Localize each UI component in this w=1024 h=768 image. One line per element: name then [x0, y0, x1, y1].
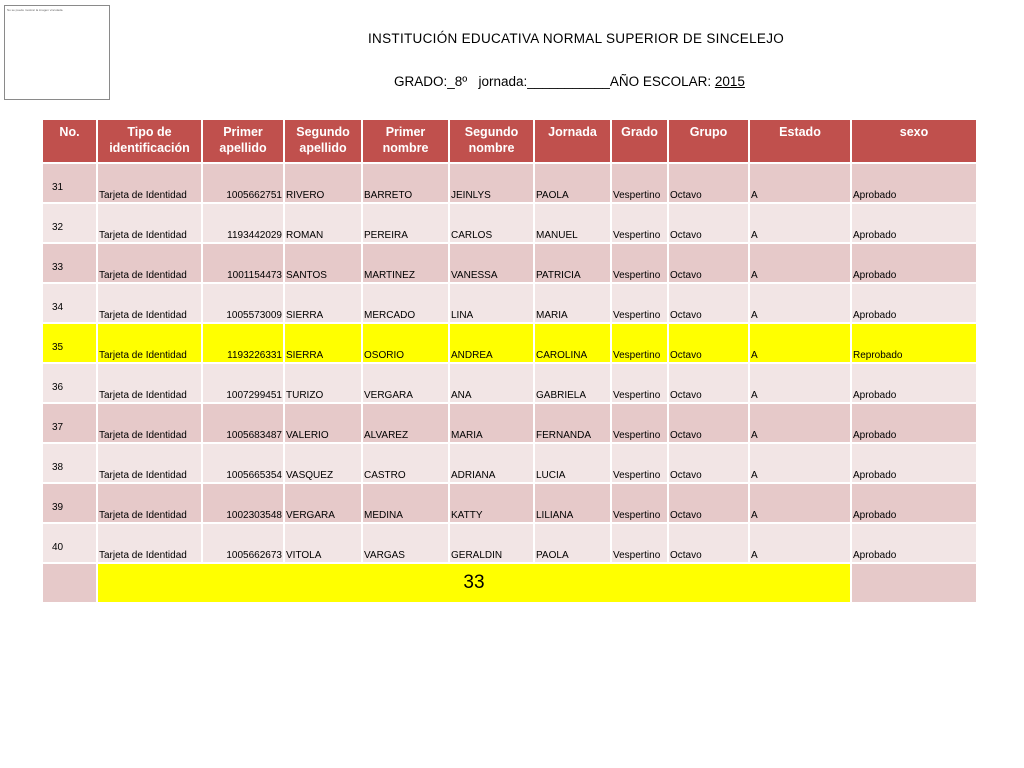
- column-header: Segundo nombre: [450, 120, 533, 162]
- cell-jornada: Vespertino: [612, 484, 667, 522]
- cell-id-type: Tarjeta de Identidad: [98, 204, 201, 242]
- cell-grupo: A: [750, 364, 850, 402]
- row-number: 34: [43, 284, 96, 322]
- page-title: INSTITUCIÓN EDUCATIVA NORMAL SUPERIOR DE SINCELEJO: [368, 31, 785, 46]
- cell-grado: Octavo: [669, 524, 748, 562]
- year-value: 2015: [714, 74, 745, 89]
- cell-primer-apellido: VALERIO: [285, 404, 361, 442]
- cell-grupo: A: [750, 244, 850, 282]
- column-header: Grupo: [669, 120, 748, 162]
- cell-estado: Aprobado: [852, 484, 976, 522]
- cell-primer-nombre: VANESSA: [450, 244, 533, 282]
- cell-segundo-nombre: LUCIA: [535, 444, 610, 482]
- cell-jornada: Vespertino: [612, 284, 667, 322]
- cell-segundo-apellido: MERCADO: [363, 284, 448, 322]
- total-empty-cell: [43, 564, 96, 602]
- cell-jornada: Vespertino: [612, 444, 667, 482]
- cell-estado: Aprobado: [852, 244, 976, 282]
- cell-grado: Octavo: [669, 484, 748, 522]
- row-number: 36: [43, 364, 96, 402]
- cell-primer-nombre: LINA: [450, 284, 533, 322]
- cell-grado: Octavo: [669, 244, 748, 282]
- cell-primer-apellido: TURIZO: [285, 364, 361, 402]
- column-header: sexo: [852, 120, 976, 162]
- cell-jornada: Vespertino: [612, 324, 667, 362]
- subtitle: [394, 74, 745, 89]
- cell-id-type: Tarjeta de Identidad: [98, 444, 201, 482]
- cell-grupo: A: [750, 444, 850, 482]
- cell-grupo: A: [750, 204, 850, 242]
- column-header: Primer apellido: [203, 120, 283, 162]
- cell-segundo-nombre: LILIANA: [535, 484, 610, 522]
- grado-label: GRADO:_8º: [394, 74, 468, 89]
- cell-primer-apellido: SANTOS: [285, 244, 361, 282]
- cell-primer-nombre: KATTY: [450, 484, 533, 522]
- column-header: Tipo de identificación: [98, 120, 201, 162]
- cell-jornada: Vespertino: [612, 164, 667, 202]
- cell-estado: Reprobado: [852, 324, 976, 362]
- cell-grupo: A: [750, 404, 850, 442]
- cell-grado: Octavo: [669, 204, 748, 242]
- cell-grado: Octavo: [669, 324, 748, 362]
- cell-segundo-apellido: PEREIRA: [363, 204, 448, 242]
- cell-grupo: A: [750, 284, 850, 322]
- table-row: [43, 524, 976, 562]
- cell-id-number: 1007299451: [203, 364, 283, 402]
- table-row: [43, 404, 976, 442]
- cell-estado: Aprobado: [852, 164, 976, 202]
- cell-grado: Octavo: [669, 404, 748, 442]
- cell-segundo-nombre: FERNANDA: [535, 404, 610, 442]
- table-row: [43, 484, 976, 522]
- cell-id-number: 1001154473: [203, 244, 283, 282]
- cell-id-number: 1002303548: [203, 484, 283, 522]
- table-header-row: [43, 120, 976, 162]
- cell-estado: Aprobado: [852, 404, 976, 442]
- cell-primer-apellido: VASQUEZ: [285, 444, 361, 482]
- cell-segundo-apellido: MARTINEZ: [363, 244, 448, 282]
- cell-id-type: Tarjeta de Identidad: [98, 524, 201, 562]
- column-header: Estado: [750, 120, 850, 162]
- cell-segundo-nombre: MANUEL: [535, 204, 610, 242]
- cell-grado: Octavo: [669, 444, 748, 482]
- cell-segundo-apellido: VARGAS: [363, 524, 448, 562]
- cell-grupo: A: [750, 484, 850, 522]
- cell-grado: Octavo: [669, 164, 748, 202]
- jornada-label: jornada:___________AÑO ESCOLAR:: [478, 74, 715, 89]
- cell-segundo-apellido: BARRETO: [363, 164, 448, 202]
- cell-primer-nombre: JEINLYS: [450, 164, 533, 202]
- cell-segundo-apellido: CASTRO: [363, 444, 448, 482]
- cell-primer-nombre: CARLOS: [450, 204, 533, 242]
- cell-segundo-apellido: OSORIO: [363, 324, 448, 362]
- cell-id-type: Tarjeta de Identidad: [98, 364, 201, 402]
- cell-segundo-nombre: MARIA: [535, 284, 610, 322]
- table-row: [43, 164, 976, 202]
- cell-segundo-apellido: VERGARA: [363, 364, 448, 402]
- total-empty-cell: [852, 564, 976, 602]
- table-row: [43, 324, 976, 362]
- column-header: Segundo apellido: [285, 120, 361, 162]
- cell-grupo: A: [750, 164, 850, 202]
- cell-id-type: Tarjeta de Identidad: [98, 244, 201, 282]
- cell-primer-apellido: VITOLA: [285, 524, 361, 562]
- cell-id-number: 1193226331: [203, 324, 283, 362]
- cell-id-type: Tarjeta de Identidad: [98, 484, 201, 522]
- cell-id-type: Tarjeta de Identidad: [98, 164, 201, 202]
- cell-jornada: Vespertino: [612, 244, 667, 282]
- cell-segundo-nombre: CAROLINA: [535, 324, 610, 362]
- row-number: 33: [43, 244, 96, 282]
- cell-grado: Octavo: [669, 284, 748, 322]
- total-row: [43, 564, 976, 602]
- cell-id-number: 1005573009: [203, 284, 283, 322]
- column-header: Grado: [612, 120, 667, 162]
- cell-grupo: A: [750, 324, 850, 362]
- column-header: Primer nombre: [363, 120, 448, 162]
- table-row: [43, 244, 976, 282]
- table-row: [43, 284, 976, 322]
- cell-grado: Octavo: [669, 364, 748, 402]
- cell-jornada: Vespertino: [612, 404, 667, 442]
- logo-image-placeholder: [4, 5, 110, 100]
- broken-image-text: No se puede mostrar la imagen vinculada.: [7, 8, 64, 12]
- row-number: 38: [43, 444, 96, 482]
- cell-estado: Aprobado: [852, 284, 976, 322]
- cell-primer-apellido: VERGARA: [285, 484, 361, 522]
- column-header: No.: [43, 120, 96, 162]
- cell-jornada: Vespertino: [612, 524, 667, 562]
- row-number: 32: [43, 204, 96, 242]
- cell-id-type: Tarjeta de Identidad: [98, 284, 201, 322]
- row-number: 31: [43, 164, 96, 202]
- cell-segundo-nombre: PAOLA: [535, 524, 610, 562]
- row-number: 39: [43, 484, 96, 522]
- cell-segundo-nombre: PATRICIA: [535, 244, 610, 282]
- table-row: [43, 204, 976, 242]
- cell-id-number: 1193442029: [203, 204, 283, 242]
- cell-id-number: 1005665354: [203, 444, 283, 482]
- cell-jornada: Vespertino: [612, 364, 667, 402]
- cell-primer-apellido: SIERRA: [285, 324, 361, 362]
- cell-id-number: 1005662673: [203, 524, 283, 562]
- cell-primer-apellido: ROMAN: [285, 204, 361, 242]
- cell-id-type: Tarjeta de Identidad: [98, 404, 201, 442]
- cell-segundo-apellido: MEDINA: [363, 484, 448, 522]
- cell-primer-nombre: MARIA: [450, 404, 533, 442]
- cell-estado: Aprobado: [852, 444, 976, 482]
- cell-primer-nombre: ADRIANA: [450, 444, 533, 482]
- cell-segundo-apellido: ALVAREZ: [363, 404, 448, 442]
- cell-jornada: Vespertino: [612, 204, 667, 242]
- students-table: [41, 118, 978, 604]
- cell-grupo: A: [750, 524, 850, 562]
- cell-id-type: Tarjeta de Identidad: [98, 324, 201, 362]
- table-row: [43, 364, 976, 402]
- cell-segundo-nombre: GABRIELA: [535, 364, 610, 402]
- cell-primer-nombre: ANDREA: [450, 324, 533, 362]
- cell-primer-nombre: ANA: [450, 364, 533, 402]
- cell-estado: Aprobado: [852, 364, 976, 402]
- cell-primer-nombre: GERALDIN: [450, 524, 533, 562]
- row-number: 35: [43, 324, 96, 362]
- cell-id-number: 1005683487: [203, 404, 283, 442]
- cell-primer-apellido: RIVERO: [285, 164, 361, 202]
- cell-id-number: 1005662751: [203, 164, 283, 202]
- cell-segundo-nombre: PAOLA: [535, 164, 610, 202]
- row-number: 40: [43, 524, 96, 562]
- cell-primer-apellido: SIERRA: [285, 284, 361, 322]
- table-row: [43, 444, 976, 482]
- cell-estado: Aprobado: [852, 204, 976, 242]
- total-count: 33: [98, 564, 850, 602]
- cell-estado: Aprobado: [852, 524, 976, 562]
- column-header: Jornada: [535, 120, 610, 162]
- row-number: 37: [43, 404, 96, 442]
